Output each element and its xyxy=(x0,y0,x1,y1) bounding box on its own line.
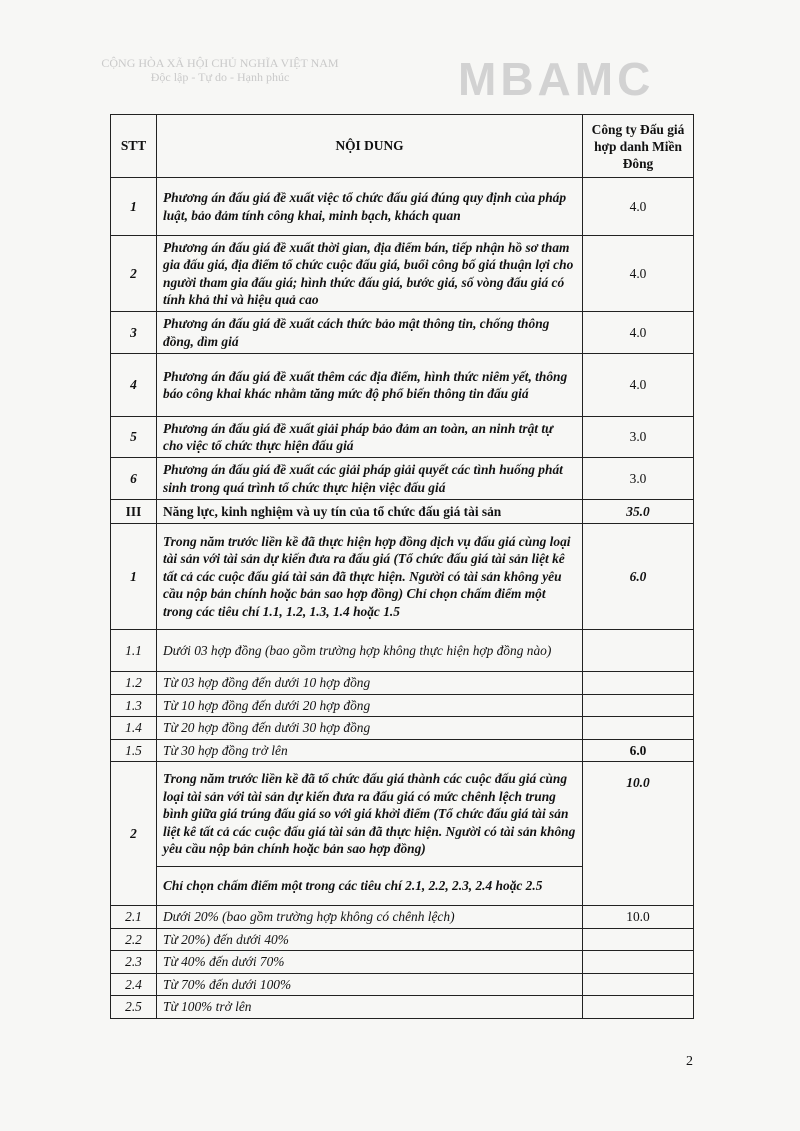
row-score: 10.0 xyxy=(583,906,694,929)
row-score xyxy=(583,973,694,996)
table-row xyxy=(111,694,694,717)
row-score: 3.0 xyxy=(583,458,694,500)
row-stt: 5 xyxy=(111,417,157,458)
row-score: 10.0 xyxy=(583,762,694,906)
table-row xyxy=(111,312,694,354)
page-number: 2 xyxy=(686,1054,693,1069)
row-content-note: Chỉ chọn chấm điểm một trong các tiêu chí 2.1, 2.2, 2.3, 2.4 hoặc 2.5 xyxy=(157,867,583,906)
row-content: Từ 10 hợp đồng đến dưới 20 hợp đồng xyxy=(157,694,583,717)
table-row xyxy=(111,717,694,740)
row-content: Trong năm trước liền kề đã thực hiện hợp đồng dịch vụ đấu giá cùng loại tài sản với tài sản dự kiến đưa ra đấu giá (Tổ chức đấu giá tài sản liệt kê tất cả các cuộc đấu giá tài sản đã thực hiện. Người có tài sản không yêu cầu nộp bản chính hoặc bản sao hợp đồng) Chỉ chọn chấm điểm một trong các tiêu chí 1.1, 1.2, 1.3, 1.4 hoặc 1.5 xyxy=(157,524,583,630)
row-content: Phương án đấu giá đề xuất cách thức bảo mật thông tin, chống thông đồng, dìm giá xyxy=(157,312,583,354)
row-score: 4.0 xyxy=(583,354,694,417)
table-row xyxy=(111,236,694,312)
row-stt: 1.3 xyxy=(111,694,157,717)
row-score: 4.0 xyxy=(583,236,694,312)
section-stt: III xyxy=(111,500,157,524)
section-row xyxy=(111,500,694,524)
row-content: Từ 03 hợp đồng đến dưới 10 hợp đồng xyxy=(157,672,583,695)
bleed-title-line2: Độc lập - Tự do - Hạnh phúc xyxy=(150,70,290,84)
row-stt: 1 xyxy=(111,178,157,236)
bleed-through-logo: MBAMC xyxy=(458,53,655,105)
table-row xyxy=(111,417,694,458)
row-stt: 3 xyxy=(111,312,157,354)
table-row xyxy=(111,458,694,500)
row-content: Từ 100% trở lên xyxy=(157,996,583,1019)
row-content: Từ 20%) đến dưới 40% xyxy=(157,928,583,951)
row-content: Phương án đấu giá đề xuất việc tổ chức đấu giá đúng quy định của pháp luật, bảo đảm tính công khai, minh bạch, khách quan xyxy=(157,178,583,236)
table-row xyxy=(111,524,694,630)
row-score: 3.0 xyxy=(583,417,694,458)
row-stt: 2.5 xyxy=(111,996,157,1019)
row-content: Phương án đấu giá đề xuất thêm các địa điểm, hình thức niêm yết, thông báo công khai khác nhằm tăng mức độ phổ biến thông tin đấu giá xyxy=(157,354,583,417)
row-stt: 2.4 xyxy=(111,973,157,996)
row-content: Từ 70% đến dưới 100% xyxy=(157,973,583,996)
row-score: 4.0 xyxy=(583,178,694,236)
row-stt: 6 xyxy=(111,458,157,500)
row-score: 6.0 xyxy=(583,524,694,630)
table-row xyxy=(111,906,694,929)
row-score: 6.0 xyxy=(583,739,694,762)
scoring-table xyxy=(110,114,694,1019)
row-score xyxy=(583,928,694,951)
row-stt: 1.1 xyxy=(111,630,157,672)
bleed-title-line1: CỘNG HÒA XÃ HỘI CHỦ NGHĨA VIỆT NAM xyxy=(101,56,339,70)
row-stt: 2.2 xyxy=(111,928,157,951)
row-score xyxy=(583,694,694,717)
table-row xyxy=(111,996,694,1019)
table-row xyxy=(111,762,694,867)
row-stt: 2.1 xyxy=(111,906,157,929)
table-row xyxy=(111,928,694,951)
row-content: Phương án đấu giá đề xuất giải pháp bảo đảm an toàn, an ninh trật tự cho việc tổ chức thực hiện đấu giá xyxy=(157,417,583,458)
row-score: 4.0 xyxy=(583,312,694,354)
row-content: Trong năm trước liền kề đã tổ chức đấu giá thành các cuộc đấu giá cùng loại tài sản với tài sản dự kiến đưa ra đấu giá có mức chênh lệch trung bình giữa giá trúng đấu giá so với giá khởi điểm (Tổ chức đấu giá tài sản liệt kê tất cả các cuộc đấu giá tài sản đã thực hiện. Người có tài sản không yêu cầu nộp bản chính hoặc bản sao hợp đồng) xyxy=(157,762,583,867)
header-stt: STT xyxy=(111,115,157,178)
row-content: Từ 40% đến dưới 70% xyxy=(157,951,583,974)
row-score xyxy=(583,672,694,695)
bleed-through-heading xyxy=(100,56,340,84)
row-score xyxy=(583,717,694,740)
table-row xyxy=(111,630,694,672)
row-stt: 1.4 xyxy=(111,717,157,740)
table-row xyxy=(111,973,694,996)
row-stt: 4 xyxy=(111,354,157,417)
row-score xyxy=(583,630,694,672)
section-score: 35.0 xyxy=(583,500,694,524)
row-stt: 2 xyxy=(111,762,157,906)
row-stt: 2.3 xyxy=(111,951,157,974)
table-row xyxy=(111,354,694,417)
header-content: NỘI DUNG xyxy=(157,115,583,178)
row-content: Dưới 20% (bao gồm trường hợp không có chênh lệch) xyxy=(157,906,583,929)
row-score xyxy=(583,996,694,1019)
table-header-row xyxy=(111,115,694,178)
row-content: Dưới 03 hợp đồng (bao gồm trường hợp không thực hiện hợp đồng nào) xyxy=(157,630,583,672)
row-stt: 1 xyxy=(111,524,157,630)
row-stt: 1.2 xyxy=(111,672,157,695)
table-row xyxy=(111,672,694,695)
row-content: Từ 20 hợp đồng đến dưới 30 hợp đồng xyxy=(157,717,583,740)
header-company: Công ty Đấu giá hợp danh Miền Đông xyxy=(583,115,694,178)
row-score xyxy=(583,951,694,974)
table-row xyxy=(111,178,694,236)
row-content: Phương án đấu giá đề xuất thời gian, địa điểm bán, tiếp nhận hồ sơ tham gia đấu giá, địa điểm tổ chức cuộc đấu giá, buổi công bố giá thuận lợi cho người tham gia đấu giá; hình thức đấu giá, bước giá, số vòng đấu giá có tính khả thi và hiệu quả cao xyxy=(157,236,583,312)
table-row xyxy=(111,739,694,762)
section-content: Năng lực, kinh nghiệm và uy tín của tổ chức đấu giá tài sản xyxy=(157,500,583,524)
row-stt: 2 xyxy=(111,236,157,312)
row-content: Từ 30 hợp đồng trở lên xyxy=(157,739,583,762)
row-stt: 1.5 xyxy=(111,739,157,762)
row-content: Phương án đấu giá đề xuất các giải pháp giải quyết các tình huống phát sinh trong quá trình tổ chức thực hiện việc đấu giá xyxy=(157,458,583,500)
table-row xyxy=(111,951,694,974)
